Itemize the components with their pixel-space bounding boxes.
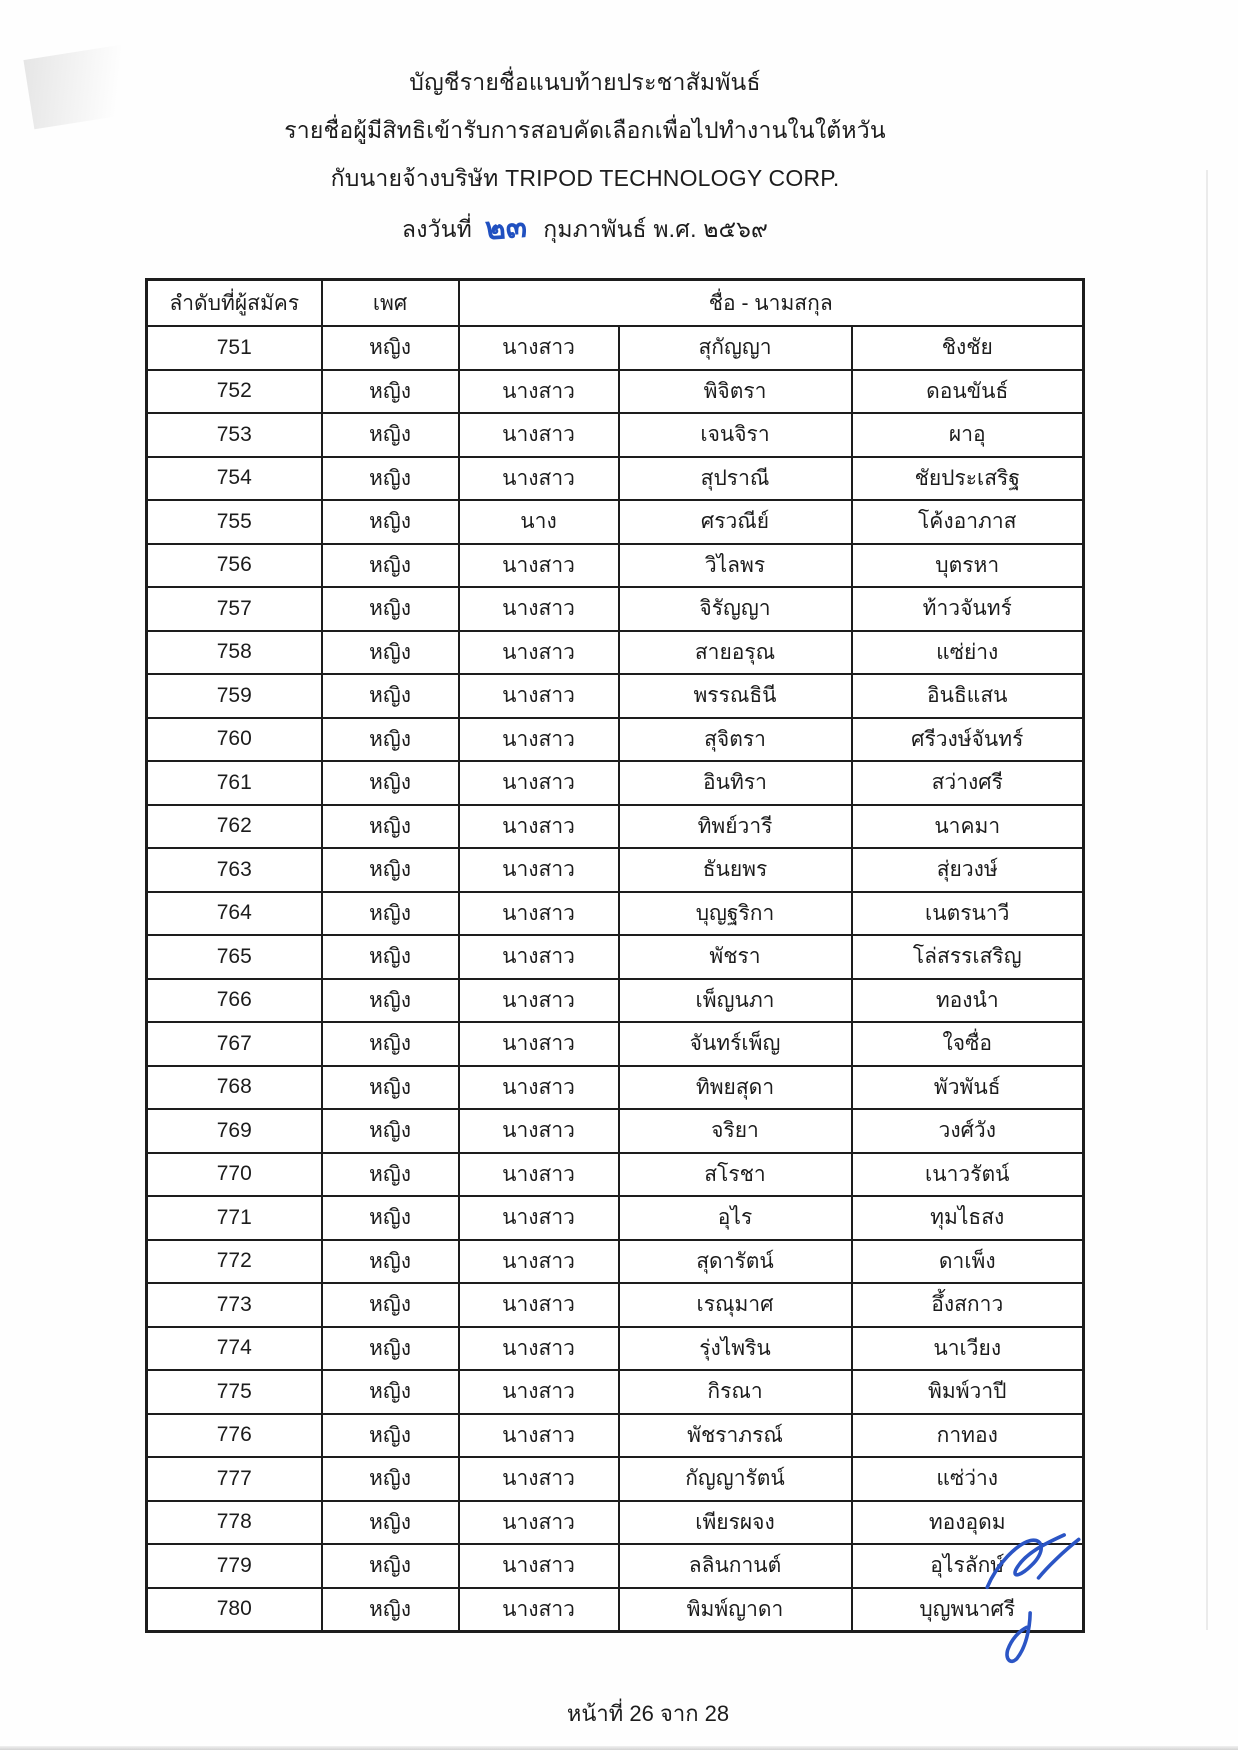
- first-name-cell: พิมพ์ญาดา: [619, 1588, 852, 1632]
- title-cell: นางสาว: [459, 1544, 619, 1588]
- applicant-no-cell: 773: [147, 1283, 322, 1327]
- first-name-cell: รุ่งไพริน: [619, 1327, 852, 1371]
- first-name-cell: วิไลพร: [619, 544, 852, 588]
- first-name-cell: สุกัญญา: [619, 326, 852, 370]
- applicant-no-cell: 758: [147, 631, 322, 675]
- gender-cell: หญิง: [322, 718, 459, 762]
- title-cell: นางสาว: [459, 1240, 619, 1284]
- gender-cell: หญิง: [322, 1196, 459, 1240]
- gender-cell: หญิง: [322, 761, 459, 805]
- gender-cell: หญิง: [322, 892, 459, 936]
- last-name-cell: นาคมา: [852, 805, 1084, 849]
- last-name-cell: อินธิแสน: [852, 674, 1084, 718]
- last-name-cell: ใจซื่อ: [852, 1022, 1084, 1066]
- table-row: [147, 457, 1084, 501]
- gender-cell: หญิง: [322, 1022, 459, 1066]
- last-name-cell: เนาวรัตน์: [852, 1153, 1084, 1197]
- table-row: [147, 326, 1084, 370]
- gender-cell: หญิง: [322, 674, 459, 718]
- applicant-no-cell: 764: [147, 892, 322, 936]
- title-cell: นาง: [459, 500, 619, 544]
- last-name-cell: บุญพนาศรี: [852, 1588, 1084, 1632]
- first-name-cell: สุปราณี: [619, 457, 852, 501]
- first-name-cell: เพียรผจง: [619, 1501, 852, 1545]
- last-name-cell: ผาอุ: [852, 413, 1084, 457]
- first-name-cell: อุไร: [619, 1196, 852, 1240]
- table-row: [147, 1153, 1084, 1197]
- applicant-no-cell: 779: [147, 1544, 322, 1588]
- title-cell: นางสาว: [459, 370, 619, 414]
- gender-cell: หญิง: [322, 1588, 459, 1632]
- gender-cell: หญิง: [322, 544, 459, 588]
- scan-edge-bottom: [0, 1746, 1238, 1750]
- title-cell: นางสาว: [459, 805, 619, 849]
- table-row: [147, 1066, 1084, 1110]
- applicant-no-cell: 762: [147, 805, 322, 849]
- applicant-no-cell: 753: [147, 413, 322, 457]
- last-name-cell: บุตรหา: [852, 544, 1084, 588]
- title-cell: นางสาว: [459, 892, 619, 936]
- table-row: [147, 1501, 1084, 1545]
- table-row: [147, 935, 1084, 979]
- last-name-cell: ชิงชัย: [852, 326, 1084, 370]
- gender-cell: หญิง: [322, 326, 459, 370]
- title-cell: นางสาว: [459, 1196, 619, 1240]
- header-full-name: ชื่อ - นามสกุล: [459, 280, 1084, 327]
- applicant-no-cell: 756: [147, 544, 322, 588]
- gender-cell: หญิง: [322, 805, 459, 849]
- document-title-line-1: บัญชีรายชื่อแนบท้ายประชาสัมพันธ์: [409, 69, 761, 95]
- gender-cell: หญิง: [322, 631, 459, 675]
- last-name-cell: อุไรลักษ์: [852, 1544, 1084, 1588]
- first-name-cell: จิรัญญา: [619, 587, 852, 631]
- title-cell: นางสาว: [459, 1109, 619, 1153]
- title-cell: นางสาว: [459, 1457, 619, 1501]
- gender-cell: หญิง: [322, 457, 459, 501]
- first-name-cell: กัญญารัตน์: [619, 1457, 852, 1501]
- last-name-cell: นาเวียง: [852, 1327, 1084, 1371]
- title-cell: นางสาว: [459, 631, 619, 675]
- scan-edge-right: [1206, 170, 1208, 1630]
- gender-cell: หญิง: [322, 979, 459, 1023]
- gender-cell: หญิง: [322, 1414, 459, 1458]
- last-name-cell: ดาเพ็ง: [852, 1240, 1084, 1284]
- header-gender: เพศ: [322, 280, 459, 327]
- first-name-cell: อินทิรา: [619, 761, 852, 805]
- title-cell: นางสาว: [459, 979, 619, 1023]
- last-name-cell: สุ่ยวงษ์: [852, 848, 1084, 892]
- title-cell: นางสาว: [459, 718, 619, 762]
- first-name-cell: เรณุมาศ: [619, 1283, 852, 1327]
- applicant-no-cell: 768: [147, 1066, 322, 1110]
- first-name-cell: พิจิตรา: [619, 370, 852, 414]
- applicant-roster-table: [145, 278, 1085, 1633]
- last-name-cell: สว่างศรี: [852, 761, 1084, 805]
- applicant-no-cell: 765: [147, 935, 322, 979]
- signature-ink: [974, 1511, 1101, 1674]
- gender-cell: หญิง: [322, 370, 459, 414]
- title-cell: นางสาว: [459, 935, 619, 979]
- table-row: [147, 1240, 1084, 1284]
- table-row: [147, 631, 1084, 675]
- title-cell: นางสาว: [459, 1066, 619, 1110]
- applicant-no-cell: 778: [147, 1501, 322, 1545]
- last-name-cell: ศรีวงษ์จันทร์: [852, 718, 1084, 762]
- gender-cell: หญิง: [322, 1370, 459, 1414]
- applicant-no-cell: 780: [147, 1588, 322, 1632]
- document-header: [0, 58, 1170, 253]
- table-row: [147, 1370, 1084, 1414]
- gender-cell: หญิง: [322, 1501, 459, 1545]
- first-name-cell: ลลินกานต์: [619, 1544, 852, 1588]
- title-cell: นางสาว: [459, 413, 619, 457]
- gender-cell: หญิง: [322, 848, 459, 892]
- table-row: [147, 587, 1084, 631]
- title-cell: นางสาว: [459, 1370, 619, 1414]
- table-row: [147, 1414, 1084, 1458]
- table-row: [147, 674, 1084, 718]
- title-cell: นางสาว: [459, 1022, 619, 1066]
- title-cell: นางสาว: [459, 1588, 619, 1632]
- table-row: [147, 979, 1084, 1023]
- applicant-no-cell: 775: [147, 1370, 322, 1414]
- last-name-cell: กาทอง: [852, 1414, 1084, 1458]
- title-cell: นางสาว: [459, 544, 619, 588]
- last-name-cell: ชัยประเสริฐ: [852, 457, 1084, 501]
- title-cell: นางสาว: [459, 1327, 619, 1371]
- gender-cell: หญิง: [322, 1109, 459, 1153]
- last-name-cell: อึ้งสกาว: [852, 1283, 1084, 1327]
- title-cell: นางสาว: [459, 761, 619, 805]
- applicant-no-cell: 751: [147, 326, 322, 370]
- gender-cell: หญิง: [322, 1240, 459, 1284]
- first-name-cell: ทิพย์วารี: [619, 805, 852, 849]
- gender-cell: หญิง: [322, 1327, 459, 1371]
- first-name-cell: พัชราภรณ์: [619, 1414, 852, 1458]
- first-name-cell: จริยา: [619, 1109, 852, 1153]
- last-name-cell: ดอนขันธ์: [852, 370, 1084, 414]
- first-name-cell: จันทร์เพ็ญ: [619, 1022, 852, 1066]
- table-row: [147, 370, 1084, 414]
- last-name-cell: โค้งอาภาส: [852, 500, 1084, 544]
- first-name-cell: บุญฐริกา: [619, 892, 852, 936]
- table-body: [147, 326, 1084, 1632]
- applicant-no-cell: 776: [147, 1414, 322, 1458]
- gender-cell: หญิง: [322, 1544, 459, 1588]
- gender-cell: หญิง: [322, 1283, 459, 1327]
- first-name-cell: เพ็ญนภา: [619, 979, 852, 1023]
- title-cell: นางสาว: [459, 674, 619, 718]
- applicant-no-cell: 759: [147, 674, 322, 718]
- first-name-cell: สายอรุณ: [619, 631, 852, 675]
- table-row: [147, 1022, 1084, 1066]
- first-name-cell: สโรชา: [619, 1153, 852, 1197]
- table-row: [147, 805, 1084, 849]
- applicant-no-cell: 761: [147, 761, 322, 805]
- title-cell: นางสาว: [459, 1283, 619, 1327]
- applicant-no-cell: 766: [147, 979, 322, 1023]
- last-name-cell: แซ่ว่าง: [852, 1457, 1084, 1501]
- table-header-row: [147, 280, 1084, 327]
- table-row: [147, 1457, 1084, 1501]
- first-name-cell: สุจิตรา: [619, 718, 852, 762]
- title-cell: นางสาว: [459, 587, 619, 631]
- last-name-cell: แซ่ย่าง: [852, 631, 1084, 675]
- first-name-cell: ธันยพร: [619, 848, 852, 892]
- document-title-line-2: รายชื่อผู้มีสิทธิเข้ารับการสอบคัดเลือกเพื่อไปทำงานในใต้หวัน: [284, 117, 886, 143]
- gender-cell: หญิง: [322, 1457, 459, 1501]
- applicant-no-cell: 770: [147, 1153, 322, 1197]
- title-cell: นางสาว: [459, 1501, 619, 1545]
- document-date-line: [0, 203, 1170, 253]
- first-name-cell: ทิพยสุดา: [619, 1066, 852, 1110]
- first-name-cell: ศรวณีย์: [619, 500, 852, 544]
- first-name-cell: พรรณธินี: [619, 674, 852, 718]
- last-name-cell: วงศ์วัง: [852, 1109, 1084, 1153]
- table-row: [147, 848, 1084, 892]
- applicant-no-cell: 777: [147, 1457, 322, 1501]
- last-name-cell: ทองอุดม: [852, 1501, 1084, 1545]
- first-name-cell: เจนจิรา: [619, 413, 852, 457]
- last-name-cell: ทองนำ: [852, 979, 1084, 1023]
- gender-cell: หญิง: [322, 500, 459, 544]
- table-row: [147, 500, 1084, 544]
- date-prefix: ลงวันที่: [401, 216, 473, 242]
- title-cell: นางสาว: [459, 1153, 619, 1197]
- applicant-no-cell: 754: [147, 457, 322, 501]
- page-number: หน้าที่ 26 จาก 28: [566, 1701, 730, 1726]
- table-row: [147, 1544, 1084, 1588]
- title-cell: นางสาว: [459, 1414, 619, 1458]
- table-row: [147, 413, 1084, 457]
- last-name-cell: ทุมไธสง: [852, 1196, 1084, 1240]
- applicant-no-cell: 774: [147, 1327, 322, 1371]
- applicant-no-cell: 755: [147, 500, 322, 544]
- table-row: [147, 1109, 1084, 1153]
- applicant-no-cell: 771: [147, 1196, 322, 1240]
- first-name-cell: กิรณา: [619, 1370, 852, 1414]
- table-row: [147, 761, 1084, 805]
- document-title-line-3: กับนายจ้างบริษัท TRIPOD TECHNOLOGY CORP.: [330, 165, 840, 191]
- title-cell: นางสาว: [459, 457, 619, 501]
- applicant-no-cell: 767: [147, 1022, 322, 1066]
- applicant-no-cell: 752: [147, 370, 322, 414]
- gender-cell: หญิง: [322, 1066, 459, 1110]
- applicant-no-cell: 772: [147, 1240, 322, 1284]
- gender-cell: หญิง: [322, 935, 459, 979]
- handwritten-day-number: ๒๓: [483, 208, 528, 247]
- date-suffix: กุมภาพันธ์ พ.ศ. ๒๕๖๙: [543, 216, 769, 242]
- title-cell: นางสาว: [459, 848, 619, 892]
- gender-cell: หญิง: [322, 413, 459, 457]
- last-name-cell: ท้าวจันทร์: [852, 587, 1084, 631]
- applicant-no-cell: 763: [147, 848, 322, 892]
- title-cell: นางสาว: [459, 326, 619, 370]
- gender-cell: หญิง: [322, 1153, 459, 1197]
- applicant-no-cell: 757: [147, 587, 322, 631]
- table-row: [147, 544, 1084, 588]
- first-name-cell: พัชรา: [619, 935, 852, 979]
- table-row: [147, 1196, 1084, 1240]
- last-name-cell: โล่สรรเสริญ: [852, 935, 1084, 979]
- table-row: [147, 1327, 1084, 1371]
- table-row: [147, 1283, 1084, 1327]
- first-name-cell: สุดารัตน์: [619, 1240, 852, 1284]
- table-row: [147, 892, 1084, 936]
- last-name-cell: พัวพันธ์: [852, 1066, 1084, 1110]
- applicant-no-cell: 760: [147, 718, 322, 762]
- applicant-no-cell: 769: [147, 1109, 322, 1153]
- gender-cell: หญิง: [322, 587, 459, 631]
- last-name-cell: พิมพ์วาปี: [852, 1370, 1084, 1414]
- table-row: [147, 718, 1084, 762]
- last-name-cell: เนตรนาวี: [852, 892, 1084, 936]
- table-row: [147, 1588, 1084, 1632]
- header-applicant-no: ลำดับที่ผู้สมัคร: [147, 280, 322, 327]
